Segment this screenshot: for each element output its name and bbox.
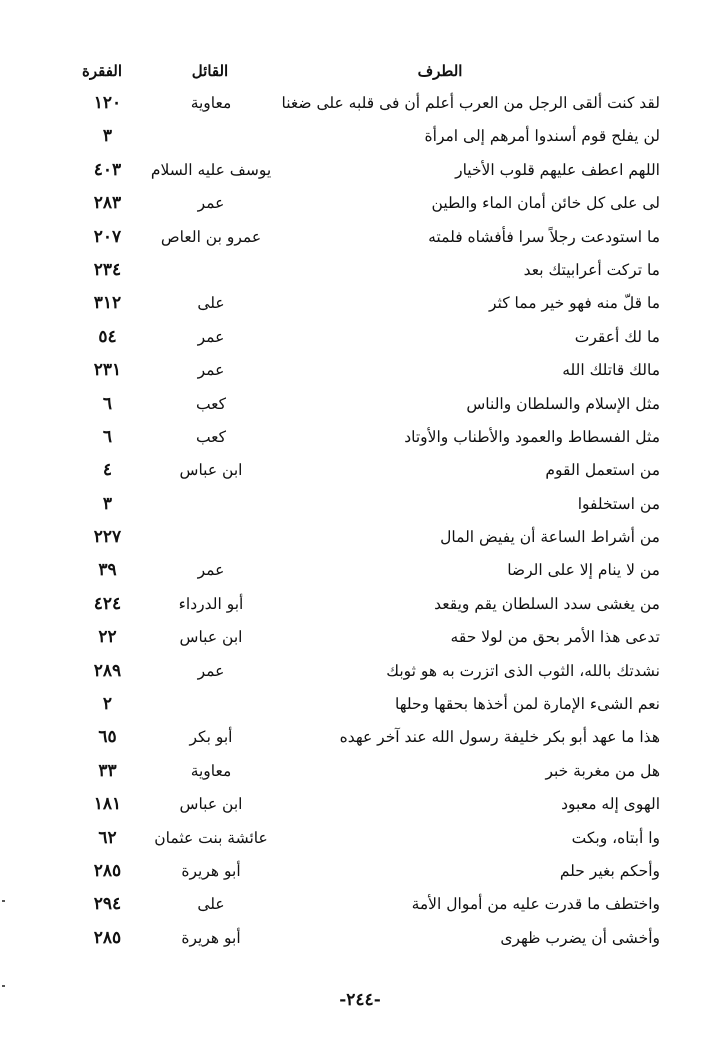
table-header [0,62,722,86]
row-qail: كعب [195,394,227,413]
row-faqra: ٢٠٧ [93,226,122,247]
column-header-tarf: الطرف [417,62,463,80]
row-tarf: مثل الفسطاط والعمود والأطناب والأوتاد [404,427,660,446]
table-row [0,355,722,388]
row-tarf: هذا ما عهد أبو بكر خليفة رسول الله عند آخر عهده [339,728,660,747]
row-tarf: مثل الإسلام والسلطان والناس [466,394,660,413]
row-tarf: ما استودعت رجلاً سرا فأفشاه فلمته [428,227,660,246]
table-row [0,889,722,922]
margin-mark [2,985,5,987]
row-faqra: ٤ [102,460,113,481]
table-row [0,188,722,221]
row-qail: ابن عباس [179,461,243,480]
row-tarf: هل من مغربة خبر [545,761,660,780]
table-row [0,856,722,889]
table-row [0,255,722,288]
table-row [0,923,722,956]
table-row [0,489,722,522]
row-faqra: ٣٣ [98,760,117,781]
row-tarf: من أشراط الساعة أن يفيض المال [440,528,660,547]
table-row [0,689,722,722]
row-faqra: ٦ [102,426,113,447]
table-row [0,722,722,755]
row-faqra: ٦٢ [98,827,117,848]
row-tarf: من استعمل القوم [545,461,660,480]
row-qail: عمر [197,361,225,380]
table-row [0,121,722,154]
row-faqra: ٥٤ [98,326,117,347]
row-faqra: ١٢٠ [93,93,122,113]
row-faqra: ٣١٢ [93,293,122,314]
row-tarf: مالك قاتلك الله [562,361,660,380]
row-faqra: ٤٢٤ [93,593,122,614]
row-qail: أبو بكر [189,728,233,747]
row-qail: ابن عباس [179,628,243,647]
row-tarf: لقد كنت ألقى الرجل من العرب أعلم أن فى قلبه على ضغنا [281,94,660,112]
row-qail: على [197,294,225,313]
table-row [0,88,722,121]
table-row [0,155,722,188]
table-row [0,555,722,588]
row-qail: أبو هريرة [181,861,241,880]
row-tarf: اللهم اعطف عليهم قلوب الأخيار [455,160,660,179]
row-tarf: ما تركت أعرابيتك بعد [523,260,660,279]
row-tarf: واختطف ما قدرت عليه من أموال الأمة [411,895,660,914]
row-qail: معاوية [190,94,232,112]
row-tarf: من يغشى سدد السلطان يقم ويقعد [434,594,660,613]
index-table [0,88,722,956]
row-tarf: لن يفلح قوم أسندوا أمرهم إلى امرأة [424,127,660,146]
row-qail: معاوية [190,761,232,780]
table-row [0,522,722,555]
row-qail: عمرو بن العاص [160,227,262,246]
row-qail: عمر [197,661,225,680]
row-faqra: ٣ [102,493,113,514]
row-faqra: ٢٣٤ [93,259,122,280]
row-faqra: ٣ [102,126,113,147]
row-faqra: ٢٨٥ [93,860,122,881]
row-qail: أبو هريرة [181,928,241,947]
row-faqra: ٢٨٩ [93,660,122,681]
row-tarf: تدعى هذا الأمر بحق من لولا حقه [450,628,660,647]
row-faqra: ٢٩٤ [93,894,122,915]
column-header-faqra: الفقرة [81,62,123,80]
row-qail: على [197,895,225,914]
table-row [0,622,722,655]
row-qail: عمر [197,327,225,346]
row-qail: يوسف عليه السلام [150,160,272,179]
margin-mark [2,900,5,902]
table-row [0,589,722,622]
row-tarf: الهوى إله معبود [561,795,660,814]
page-number: -٢٤٤- [339,990,381,1010]
row-tarf: من لا ينام إلا على الرضا [507,561,660,580]
row-qail: أبو الدرداء [178,594,244,613]
row-faqra: ٢٨٥ [93,927,122,948]
column-header-qail: القائل [191,62,229,80]
row-faqra: ٢٣١ [93,360,122,381]
row-qail: كعب [195,427,227,446]
table-row [0,322,722,355]
row-faqra: ٢٢٧ [93,527,122,548]
table-row [0,656,722,689]
table-row [0,222,722,255]
row-faqra: ٦ [102,393,113,414]
table-row [0,288,722,321]
row-faqra: ٤٠٣ [93,159,122,180]
row-tarf: وأخشى أن يضرب ظهرى [500,928,660,947]
row-faqra: ١٨١ [93,794,122,815]
row-qail: عمر [197,194,225,213]
row-faqra: ٦٥ [98,727,117,748]
row-tarf: من استخلفوا [577,494,660,513]
table-row [0,756,722,789]
row-qail: ابن عباس [179,795,243,814]
row-tarf: ما لك أعقرت [574,327,660,346]
row-tarf: نعم الشىء الإمارة لمن أخذها بحقها وحلها [394,695,660,714]
row-tarf: نشدتك بالله، الثوب الذى اتزرت به هو ثوبك [386,661,660,680]
table-row [0,823,722,856]
row-qail: عائشة بنت عثمان [154,828,268,847]
row-faqra: ٢٨٣ [93,193,122,214]
table-row [0,422,722,455]
table-row [0,389,722,422]
table-row [0,789,722,822]
row-faqra: ٣٩ [98,560,117,581]
row-tarf: وا أبتاه، وبكت [571,828,660,847]
row-faqra: ٢٢ [98,627,117,648]
table-row [0,455,722,488]
row-tarf: ما قلّ منه فهو خير مما كثر [489,294,660,313]
row-tarf: لى على كل خائن أمان الماء والطين [431,194,660,213]
row-faqra: ٢ [102,694,113,715]
row-qail: عمر [197,561,225,580]
row-tarf: وأحكم بغير حلم [559,861,660,880]
